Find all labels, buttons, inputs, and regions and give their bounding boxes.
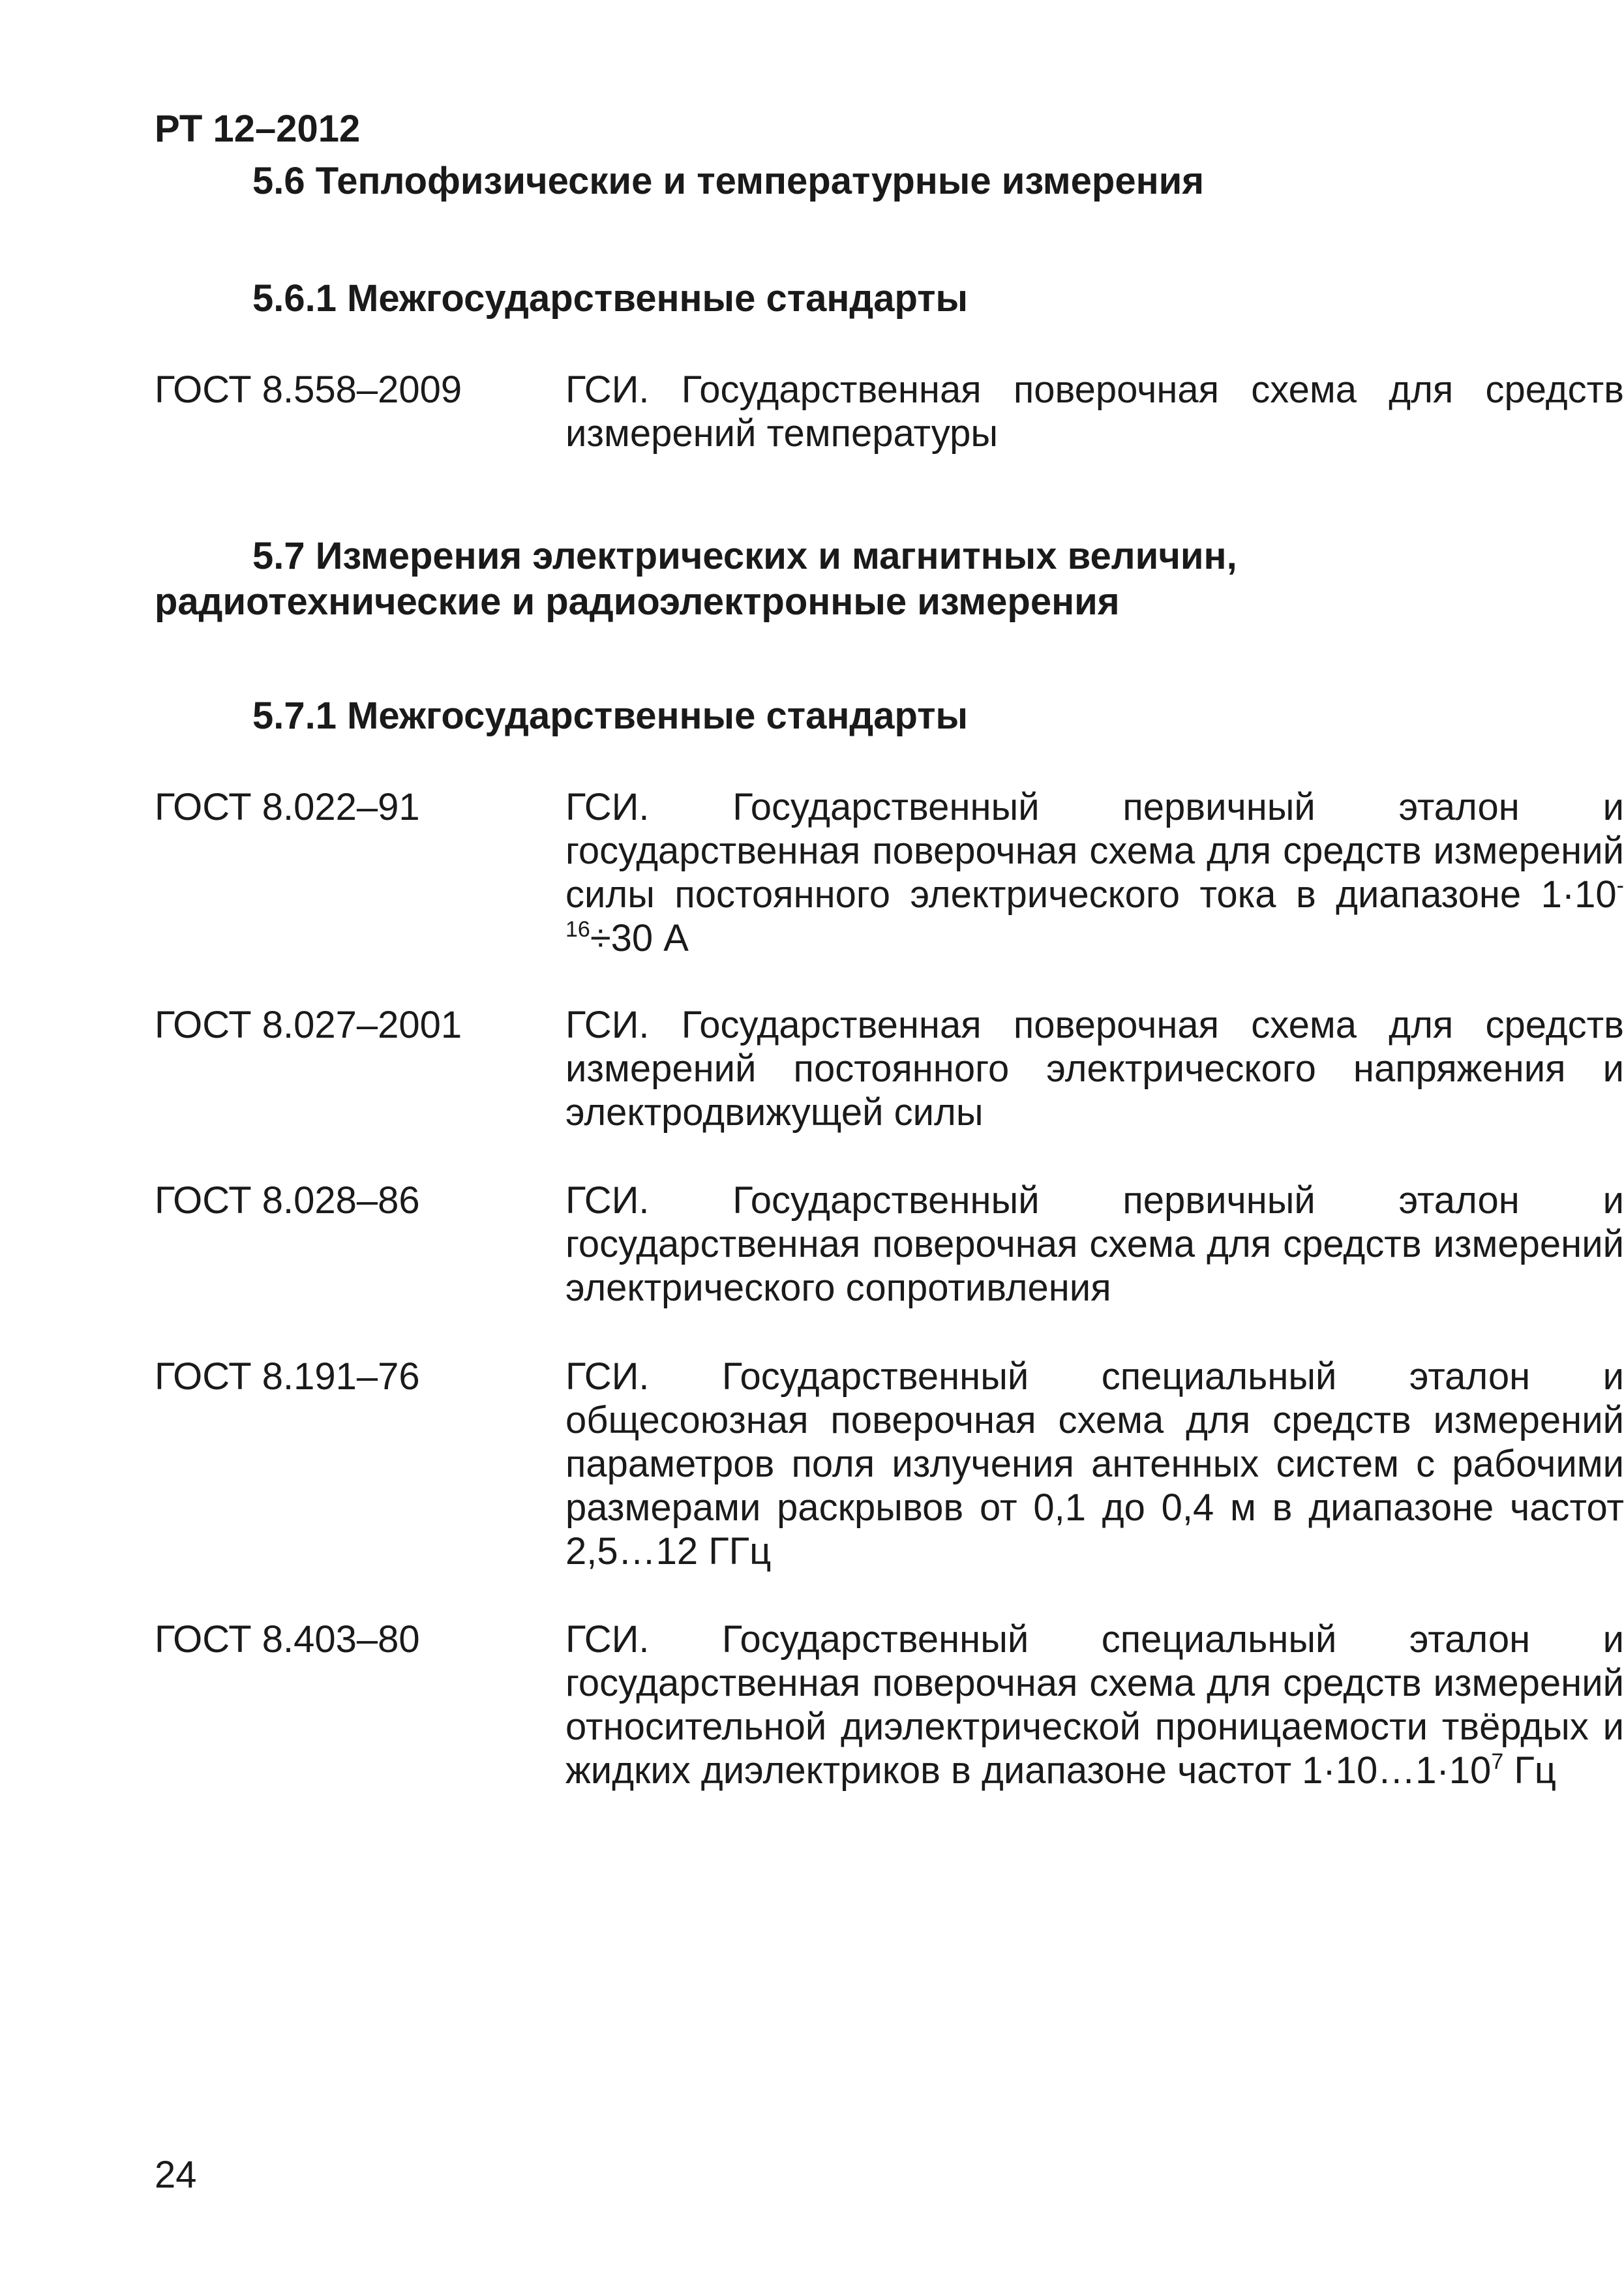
document-code: РТ 12–2012 (155, 108, 361, 150)
standard-entry (155, 1355, 1624, 1573)
standard-entry (155, 785, 1624, 960)
standard-code: ГОСТ 8.191–76 (155, 1355, 420, 1398)
section-heading-5-6: 5.6 Теплофизические и температурные измерения (252, 160, 1205, 202)
description-text-end: ÷30 А (590, 917, 689, 959)
subsection-heading-5-7-1: 5.7.1 Межгосударственные стандарты (252, 695, 969, 737)
standard-entry (155, 1179, 1624, 1310)
page-number: 24 (155, 2154, 197, 2196)
standard-code: ГОСТ 8.403–80 (155, 1618, 420, 1661)
subsection-heading-5-6-1: 5.6.1 Межгосударственные стандарты (252, 277, 969, 320)
standard-code: ГОСТ 8.022–91 (155, 786, 420, 828)
description-text: ГСИ. Государственный первичный эталон и государственная поверочная схема для средств измерений силы постоянного электрического тока в диапазоне 1·10 (565, 786, 1624, 916)
standard-description (565, 785, 1624, 960)
standard-description: ГСИ. Государственная поверочная схема для средств измерений постоянного электрического напряжения и электродвижущей силы (565, 1004, 1624, 1134)
standard-code: ГОСТ 8.027–2001 (155, 1004, 462, 1046)
standard-description (565, 1618, 1624, 1792)
description-text-end: Гц (1503, 1749, 1556, 1792)
section-heading-5-7: 5.7 Измерения электрических и магнитных величин, радиотехнические и радиоэлектронные измерения (155, 535, 1237, 623)
standard-code: ГОСТ 8.028–86 (155, 1179, 420, 1222)
standard-description: ГСИ. Государственный специальный эталон и общесоюзная поверочная схема для средств измерений параметров поля излучения антенных систем с рабочими размерами раскрывов от 0,1 до 0,4 м в диапазоне частот 2,5…12 ГГц (565, 1355, 1624, 1573)
standard-code: ГОСТ 8.558–2009 (155, 369, 462, 411)
description-text: ГСИ. Государственный специальный эталон и государственная поверочная схема для средств измерений относительной диэлектрической проницаемости твёрдых и жидких диэлектриков в диапазоне частот 1·10…1·10 (565, 1618, 1624, 1792)
exponent: -16 (565, 873, 1624, 942)
standard-entry (155, 368, 1624, 455)
standard-description: ГСИ. Государственный первичный эталон и государственная поверочная схема для средств измерений электрического сопротивления (565, 1179, 1624, 1309)
standard-description: ГСИ. Государственная поверочная схема для средств измерений температуры (565, 369, 1624, 455)
standard-entry (155, 1003, 1624, 1134)
standard-entry (155, 1618, 1624, 1792)
exponent: 7 (1491, 1749, 1504, 1774)
